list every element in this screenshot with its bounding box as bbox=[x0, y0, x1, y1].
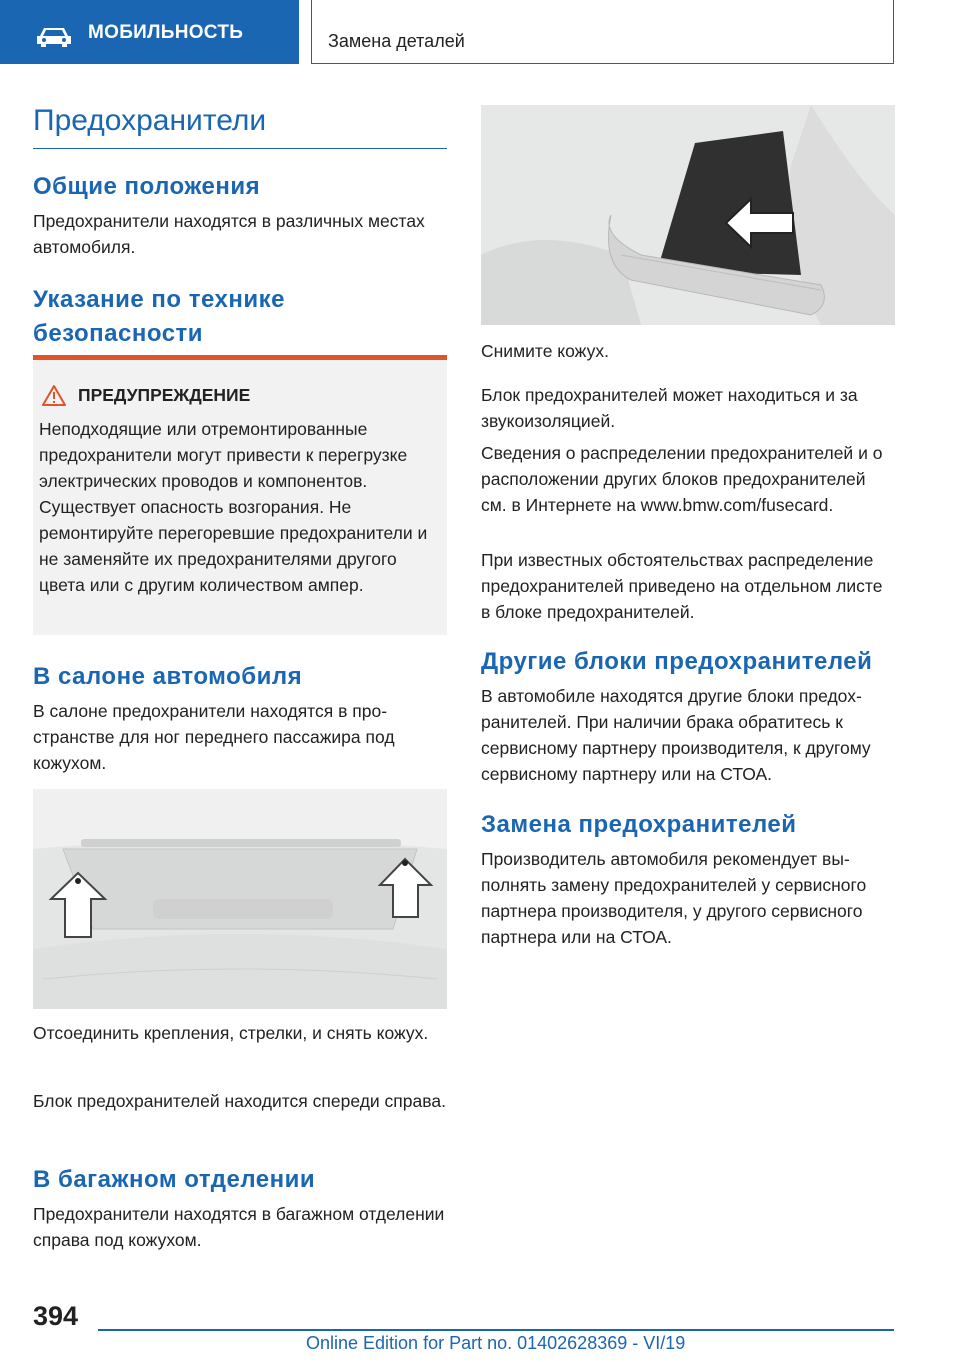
cabin-caption-block bbox=[33, 1020, 447, 1046]
cabin-section bbox=[33, 660, 447, 776]
footer-rule bbox=[98, 1329, 894, 1331]
section-tab[interactable] bbox=[0, 0, 299, 64]
trunk-section bbox=[33, 1163, 447, 1253]
trunk-text: Предохранители находятся в багажном отделении справа под кожухом. bbox=[33, 1204, 445, 1250]
distribution-text: При известных обстоятельствах распределение предохранителей приведено на отдельном листе в блоке предохранителей. bbox=[481, 550, 883, 622]
chapter-header bbox=[311, 0, 894, 64]
page-title: Предохранители bbox=[33, 104, 267, 137]
chapter-title: Замена деталей bbox=[328, 31, 465, 51]
cabin-text: В салоне предохранители находятся в пространстве для ног переднего пассажира под кожухом. bbox=[33, 701, 395, 773]
warning-box bbox=[33, 355, 447, 635]
trunk-drawing bbox=[481, 105, 895, 325]
page-number: 394 bbox=[33, 1301, 79, 1331]
other-text: В автомобиле находятся другие блоки предохранителей. При наличии брака обратитесь к сервисному партнеру производителя, к другому сервисному партнеру или на СТОА. bbox=[481, 686, 871, 784]
other-section bbox=[481, 645, 901, 787]
title-rule bbox=[33, 148, 447, 149]
trunk-heading: В багажном отделении bbox=[33, 1166, 316, 1193]
warning-text: Неподходящие или отремонтированные предохранители могут привести к перегрузке электрических проводов и компонентов. Существует опасность возгорания. Не ремонтируйте перегоревшие предохранители и не заменяйте их предохранителями другого цвета или с другим количеством ампер. bbox=[39, 419, 428, 595]
cabin-heading: В салоне автомобиля bbox=[33, 663, 303, 690]
cabin-illustration bbox=[33, 789, 447, 1009]
edition-label: Online Edition for Part no. 01402628369 - VI/19 bbox=[306, 1333, 686, 1353]
section-tab-label: МОБИЛЬНОСТЬ bbox=[88, 22, 244, 43]
page-title-block bbox=[33, 104, 447, 138]
warning-triangle-icon bbox=[42, 384, 66, 406]
trunk-note: Блок предохранителей может находиться и за звукоизоляцией. bbox=[481, 385, 858, 431]
info-block bbox=[481, 440, 895, 518]
general-heading: Общие положения bbox=[33, 173, 261, 200]
general-text: Предохранители находятся в различных местах автомобиля. bbox=[33, 211, 425, 257]
cabin-caption: Отсоединить крепления, стрелки, и снять кожух. bbox=[33, 1023, 429, 1043]
cabin-note: Блок предохранителей находится спереди справа. bbox=[33, 1091, 446, 1111]
safety-section bbox=[33, 283, 447, 351]
trunk-caption: Снимите кожух. bbox=[481, 341, 609, 361]
safety-heading: Указание по технике безопасности bbox=[33, 286, 285, 347]
replace-heading: Замена предохранителей bbox=[481, 811, 797, 838]
general-section bbox=[33, 170, 447, 260]
cabin-drawing bbox=[33, 789, 447, 1009]
cabin-note-block bbox=[33, 1088, 447, 1114]
car-icon bbox=[36, 26, 72, 48]
trunk-caption-block bbox=[481, 338, 895, 364]
warning-title: ПРЕДУПРЕЖДЕНИЕ bbox=[78, 385, 251, 405]
other-heading: Другие блоки предохранителей bbox=[481, 648, 873, 675]
replace-section bbox=[481, 808, 895, 950]
trunk-note-block bbox=[481, 382, 895, 434]
replace-text: Производитель автомобиля рекомендует выполнять замену предохранителей у сервисного партнера производителя, у другого сервисного партнера или на СТОА. bbox=[481, 849, 867, 947]
distribution-block bbox=[481, 547, 895, 625]
trunk-illustration bbox=[481, 105, 895, 325]
info-text: Сведения о распределении предохранителей и о расположении других блоков предохранителей см. в Интернете на www.bmw.com/fusecard. bbox=[481, 443, 883, 515]
